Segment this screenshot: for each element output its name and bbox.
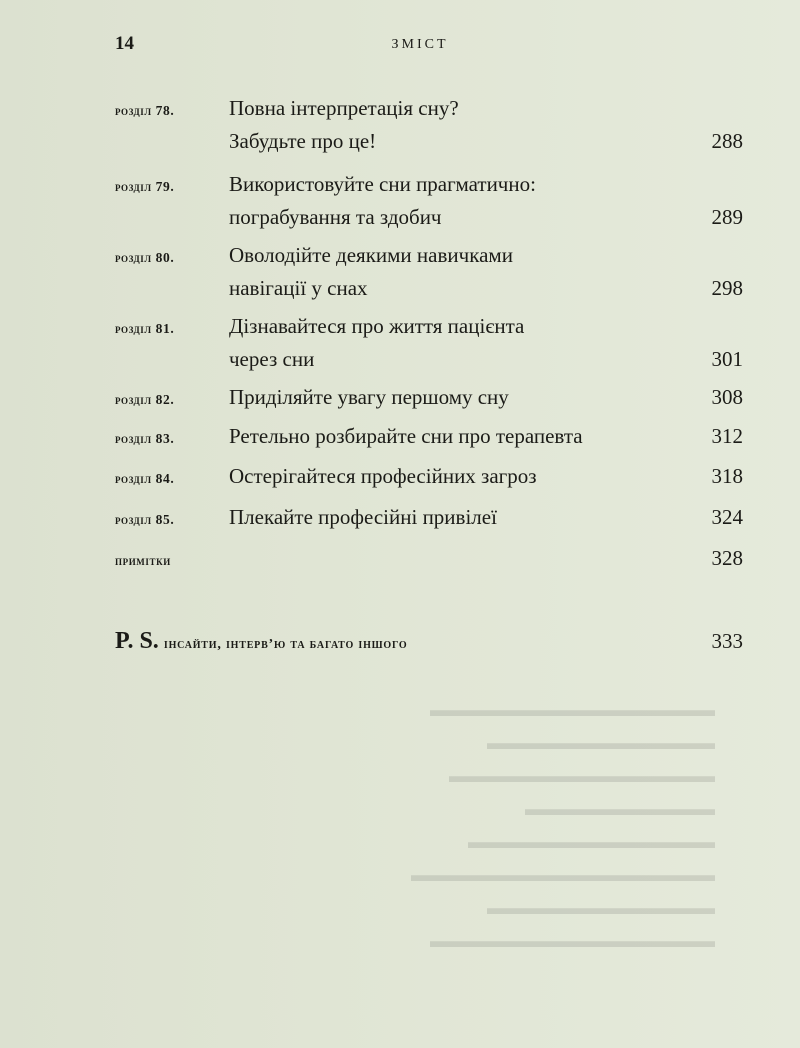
chapter-label: розділ 83. — [115, 431, 175, 446]
running-title: ЗМІСТ — [391, 37, 449, 52]
page-ref: 333 — [711, 629, 743, 653]
chapter-label: розділ 84. — [115, 471, 175, 486]
toc-entry-78[interactable] — [115, 96, 743, 162]
toc-entry-83[interactable] — [115, 424, 743, 454]
chapter-title-line: Забудьте про це! — [229, 129, 377, 153]
page-number: 14 — [115, 33, 134, 54]
toc-entry-84[interactable] — [115, 464, 743, 494]
chapter-title-line: Дізнавайтеся про життя пацієнта — [229, 314, 525, 338]
chapter-label: розділ 78. — [115, 103, 175, 118]
chapter-title-line: через сни — [229, 347, 315, 371]
page-ref: 289 — [711, 205, 743, 229]
page-ref: 301 — [711, 347, 743, 371]
toc-entry-79[interactable] — [115, 172, 743, 238]
toc-entry-notes[interactable] — [115, 546, 743, 576]
toc-entry-80[interactable] — [115, 243, 743, 309]
chapter-title-line: Повна інтерпретація сну? — [229, 96, 459, 120]
chapter-title-line: Ретельно розбирайте сни про терапевта — [229, 424, 583, 448]
page-ref: 312 — [711, 424, 743, 448]
ps-mark: P. S. — [115, 628, 159, 654]
chapter-title-line: пограбування та здобич — [229, 205, 442, 229]
chapter-label: розділ 79. — [115, 179, 175, 194]
page-ref: 328 — [711, 546, 743, 570]
chapter-title-line: Приділяйте увагу першому сну — [229, 385, 509, 409]
toc-entry-85[interactable] — [115, 505, 743, 535]
page-ref: 288 — [711, 129, 743, 153]
toc-entry-ps[interactable] — [115, 628, 743, 662]
reverse-page-show-through: ▬▬▬▬▬▬▬▬▬▬▬▬▬▬▬ ▬▬▬▬▬▬▬▬▬▬▬▬ ▬▬▬▬▬▬▬▬▬▬▬▬▬▬ ▬▬▬▬▬▬▬▬▬▬ ▬▬▬▬▬▬▬▬▬▬▬▬▬ ▬▬▬▬▬▬▬▬▬▬▬▬▬▬▬▬ ▬▬▬▬▬▬▬▬▬▬▬▬ ▬▬▬▬▬▬▬▬▬▬▬▬▬▬▬ — [411, 700, 715, 952]
chapter-title-line: навігації у снах — [229, 276, 368, 300]
toc-entry-81[interactable] — [115, 314, 743, 380]
notes-label: примітки — [115, 553, 171, 568]
page-ref: 324 — [711, 505, 743, 529]
page-ref: 298 — [711, 276, 743, 300]
chapter-title-line: Використовуйте сни прагматично: — [229, 172, 536, 196]
chapter-label: розділ 81. — [115, 321, 175, 336]
toc-entry-82[interactable] — [115, 385, 743, 415]
chapter-title-line: Оволодійте деякими навичками — [229, 243, 513, 267]
ps-text: інсайти, інтерв’ю та багато іншого — [163, 637, 408, 652]
chapter-title-line: Плекайте професійні привілеї — [229, 505, 497, 529]
chapter-title-line: Остерігайтеся професійних загроз — [229, 464, 537, 488]
chapter-label: розділ 85. — [115, 512, 175, 527]
chapter-label: розділ 80. — [115, 250, 175, 265]
chapter-label: розділ 82. — [115, 392, 175, 407]
ps-heading — [115, 628, 408, 655]
page-ref: 318 — [711, 464, 743, 488]
page-ref: 308 — [711, 385, 743, 409]
